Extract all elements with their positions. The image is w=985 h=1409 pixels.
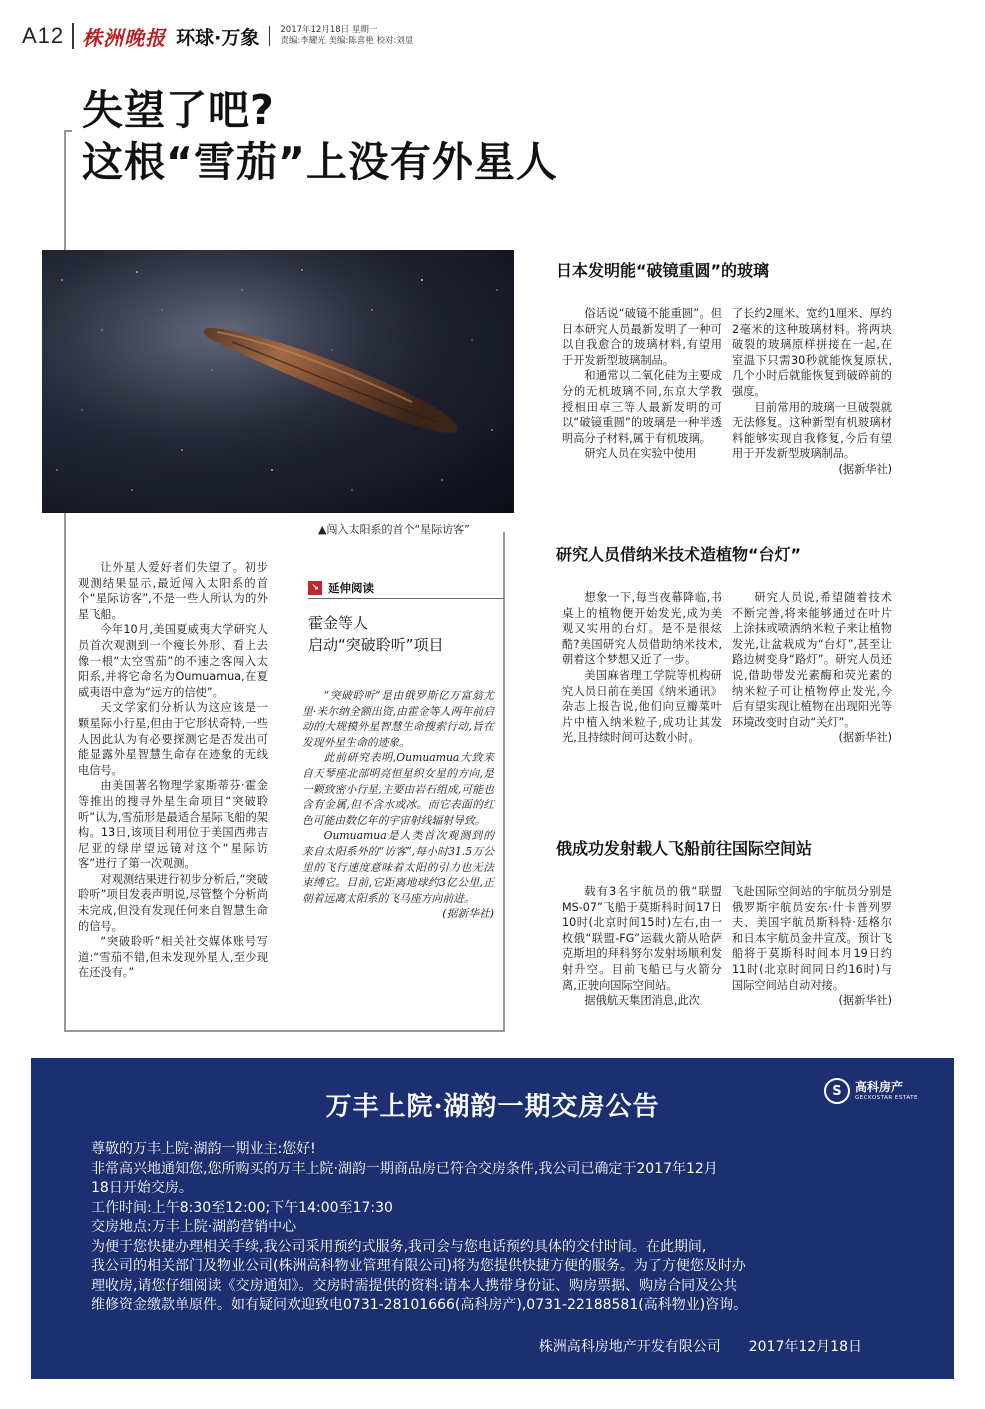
paragraph: 由美国著名物理学家斯蒂芬·霍金等推出的搜寻外星生命项目“突破聆听”认为,雪茄形是最适合星际飞船的架构。13日,该项目利用位于美国西弗吉尼亚的绿岸望远镜对这个“星际访客”进行了第一次观测。 — [78, 779, 268, 871]
article-title-plant-lamp: 研究人员借纳米技术造植物“台灯” — [556, 545, 802, 564]
paragraph: 载有3名宇航员的俄“联盟MS-07”飞船于莫斯科时间17日10时(北京时间15时)左右,由一枚俄“联盟-FG”运载火箭从哈萨克斯坦的拜科努尔发射场顺利发射升空。目前飞船已与火箭分离,正驶向国际空间站。 — [562, 885, 722, 992]
notice-line: 交房地点:万丰上院·湖韵营销中心 — [91, 1219, 297, 1235]
asteroid-illustration — [42, 250, 514, 513]
paragraph: 目前常用的玻璃一旦破裂就无法修复。这种新型有机玻璃材料能够实现自我修复,今后有望用于开发新型玻璃制品。 — [732, 400, 892, 461]
paragraph: 研究人员在实验中使用 — [584, 447, 697, 461]
notice-signature: 株洲高科房地产开发有限公司 2017年12月18日 — [538, 1339, 862, 1355]
article-space-col-1 — [562, 884, 722, 1009]
source-credit: (据新华社) — [838, 994, 892, 1008]
notice-line: 为便于您快捷办理相关手续,我公司采用预约式服务,我司会与您电话预约具体的交付时间。在此期间, — [91, 1238, 707, 1255]
notice-body — [91, 1140, 891, 1316]
headline-line-2: 这根“雪茄”上没有外星人 — [82, 138, 558, 186]
logo-name-cn: 高科房产 — [854, 1080, 903, 1094]
paragraph: “突破聆听”相关社交媒体账号写道:“雪茄不错,但未发现外星人,至少现在还没有。” — [78, 935, 268, 980]
paragraph: 天文学家们分析认为这应该是一颗星际小行星,但由于它形状奇特,一些人因此认为有必要探测它是否发出可能显露外星智慧生命存在迹象的无线电信号。 — [78, 701, 268, 777]
notice-title: 万丰上院·湖韵一期交房公告 — [325, 1092, 660, 1122]
paragraph: 此前研究表明,Oumuamua大致来自天琴座北部明亮恒星织女星的方向,是一颗致密小行星,主要由岩石组成,可能也含有金属,但不含水或冰。而它表面的红色可能由数亿年的宇宙射线辐射导致。 — [302, 751, 494, 827]
sidebar-subtitle — [308, 612, 444, 656]
paragraph: 飞赴国际空间站的宇航员分别是俄罗斯宇航员安东·什卡普列罗夫、美国宇航员斯科特·廷格尔和日本宇航员金井宣茂。预计飞船将于莫斯科时间本月19日约11时(北京时间同日约16时)与国际空间站自动对接。 — [732, 885, 892, 992]
frame-line — [64, 1030, 504, 1032]
paragraph: 和通常以二氧化硅为主要成分的无机玻璃不同,东京大学教授相田卓三等人最新发明的可以“破镜重圆”的玻璃是一种半透明高分子材料,属于有机玻璃。 — [562, 369, 722, 445]
sidebar-subtitle-line-1: 霍金等人 — [308, 614, 369, 632]
frame-line — [503, 532, 505, 1032]
page-header — [22, 20, 582, 52]
sidebar-subtitle-line-2: 启动“突破聆听”项目 — [308, 636, 444, 654]
paragraph: Oumuamua是人类首次观测到的来自太阳系外的“访客”,每小时31.5万公里的飞行速度意味着太阳的引力也无法束缚它。目前,它距离地球约3亿公里,正朝着远离太阳系的飞马座方向前进。 — [302, 829, 494, 905]
paragraph: 据俄航天集团消息,此次 — [584, 994, 700, 1008]
source-credit: (据新华社) — [838, 462, 892, 476]
photo-caption: ▲闯入太阳系的首个“星际访客” — [318, 523, 470, 536]
article-space-col-2 — [732, 884, 892, 1009]
main-article-body — [78, 560, 268, 981]
notice-line: 我公司的相关部门及物业公司(株洲高科物业管理有限公司)将为您提供快捷方便的服务。为了方便您及时办 — [91, 1258, 746, 1274]
paragraph: 美国麻省理工学院等机构研究人员日前在美国《纳米通讯》杂志上报告说,他们向豆瓣菜叶片中植入纳米粒子,成功让其发光,且持续时间可达数小时。 — [562, 668, 722, 745]
paragraph: 让外星人爱好者们失望了。初步观测结果显示,最近闯入太阳系的首个“星际访客”,不是一些人所认为的外星飞船。 — [78, 561, 268, 621]
section-name: 环球·万象 — [176, 26, 260, 49]
header-date: 2017年12月18日 星期一 — [280, 25, 378, 35]
gaoke-logo-icon: S — [824, 1078, 850, 1104]
notice-line: 18日开始交房。 — [91, 1180, 193, 1196]
page-number: A12 — [22, 23, 65, 48]
paragraph: “突破聆听”是由俄罗斯亿万富翁尤里·米尔纳全额出资,由霍金等人两年前启动的大规模外星智慧生命搜索行动,旨在发现外星生命的迹象。 — [302, 689, 494, 749]
tag-underline — [308, 598, 504, 599]
paragraph: 俗话说“破镜不能重圆”。但日本研究人员最新发明了一种可以自我愈合的玻璃材料,有望用于开发新型玻璃制品。 — [562, 307, 722, 367]
tag-label: 延伸阅读 — [328, 581, 374, 595]
article-title-glass: 日本发明能“破镜重圆”的玻璃 — [556, 261, 770, 280]
notice-line: 维修资金缴款单原件。如有疑问欢迎致电0731-28101666(高科房产),0731-22188581(高科物业)咨询。 — [91, 1297, 748, 1313]
paper-logo: 株洲晚报 — [82, 25, 167, 50]
asteroid-photo — [42, 250, 514, 513]
headline-line-1: 失望了吧? — [82, 86, 275, 134]
article-glass-col-1 — [562, 306, 722, 462]
header-meta — [280, 25, 413, 47]
tag-arrow-icon: ↘ — [308, 581, 322, 595]
article-plant-col-2 — [732, 590, 892, 746]
article-glass-col-2 — [732, 306, 892, 478]
header-divider — [72, 23, 74, 49]
article-title-spacecraft: 俄成功发射载人飞船前往国际空间站 — [556, 839, 813, 858]
paragraph: 研究人员说,希望随着技术不断完善,将来能够通过在叶片上涂抹或喷洒纳米粒子来让植物发光,让盆栽成为“台灯”,甚至让路边树变身“路灯”。研究人员还说,借助带发光素酶和荧光素的纳米粒子可让植物停止发光,今后有望实现让植物在出现阳光等环境改变时自动“关灯”。 — [732, 591, 892, 729]
notice-line: 尊敬的万丰上院·湖韵一期业主:您好! — [91, 1141, 316, 1157]
paragraph: 对观测结果进行初步分析后,“突破聆听”项目发表声明说,尽管整个分析尚未完成,但没有发现任何来自智慧生命的信号。 — [78, 872, 268, 933]
paragraph: 想象一下,每当夜幕降临,书桌上的植物便开始发光,成为美观又实用的台灯。是不是很炫酷?美国研究人员借助纳米技术,朝着这个梦想又近了一步。 — [562, 591, 722, 667]
headline — [82, 84, 558, 188]
header-divider-2 — [269, 26, 270, 46]
paragraph: 了长约2厘米、宽约1厘米、厚约2毫米的这种玻璃材料。将两块破裂的玻璃原样拼接在一起,在室温下只需30秒就能恢复原状,几个小时后就能恢复到破碎前的强度。 — [732, 307, 892, 398]
logo-name-en: GECKOSTAR ESTATE — [854, 1095, 918, 1101]
paragraph: 今年10月,美国夏威夷大学研究人员首次观测到一个瘦长外形、看上去像一根“太空雪茄”的不速之客闯入太阳系,并将它命名为Oumuamua,在夏威夷语中意为“远方的信使”。 — [78, 623, 268, 699]
source-credit: (据新华社) — [442, 907, 494, 921]
notice-line: 工作时间:上午8:30至12:00;下午14:00至17:30 — [91, 1199, 393, 1216]
housing-notice-ad — [31, 1058, 954, 1379]
notice-line: 理收房,请您仔细阅读《交房通知》。交房时需提供的资料:请本人携带身份证、购房票据、购房合同及公共 — [91, 1277, 738, 1294]
notice-line: 非常高兴地通知您,您所购买的万丰上院·湖韵一期商品房已符合交房条件,我公司已确定于2017年12月 — [91, 1160, 718, 1177]
sidebar-body — [302, 688, 494, 922]
header-editors: 责编:李耀光 美编:陈喜艳 校对:刘显 — [280, 36, 414, 46]
extended-reading-tag — [308, 580, 374, 596]
article-plant-col-1 — [562, 590, 722, 746]
source-credit: (据新华社) — [838, 731, 892, 745]
